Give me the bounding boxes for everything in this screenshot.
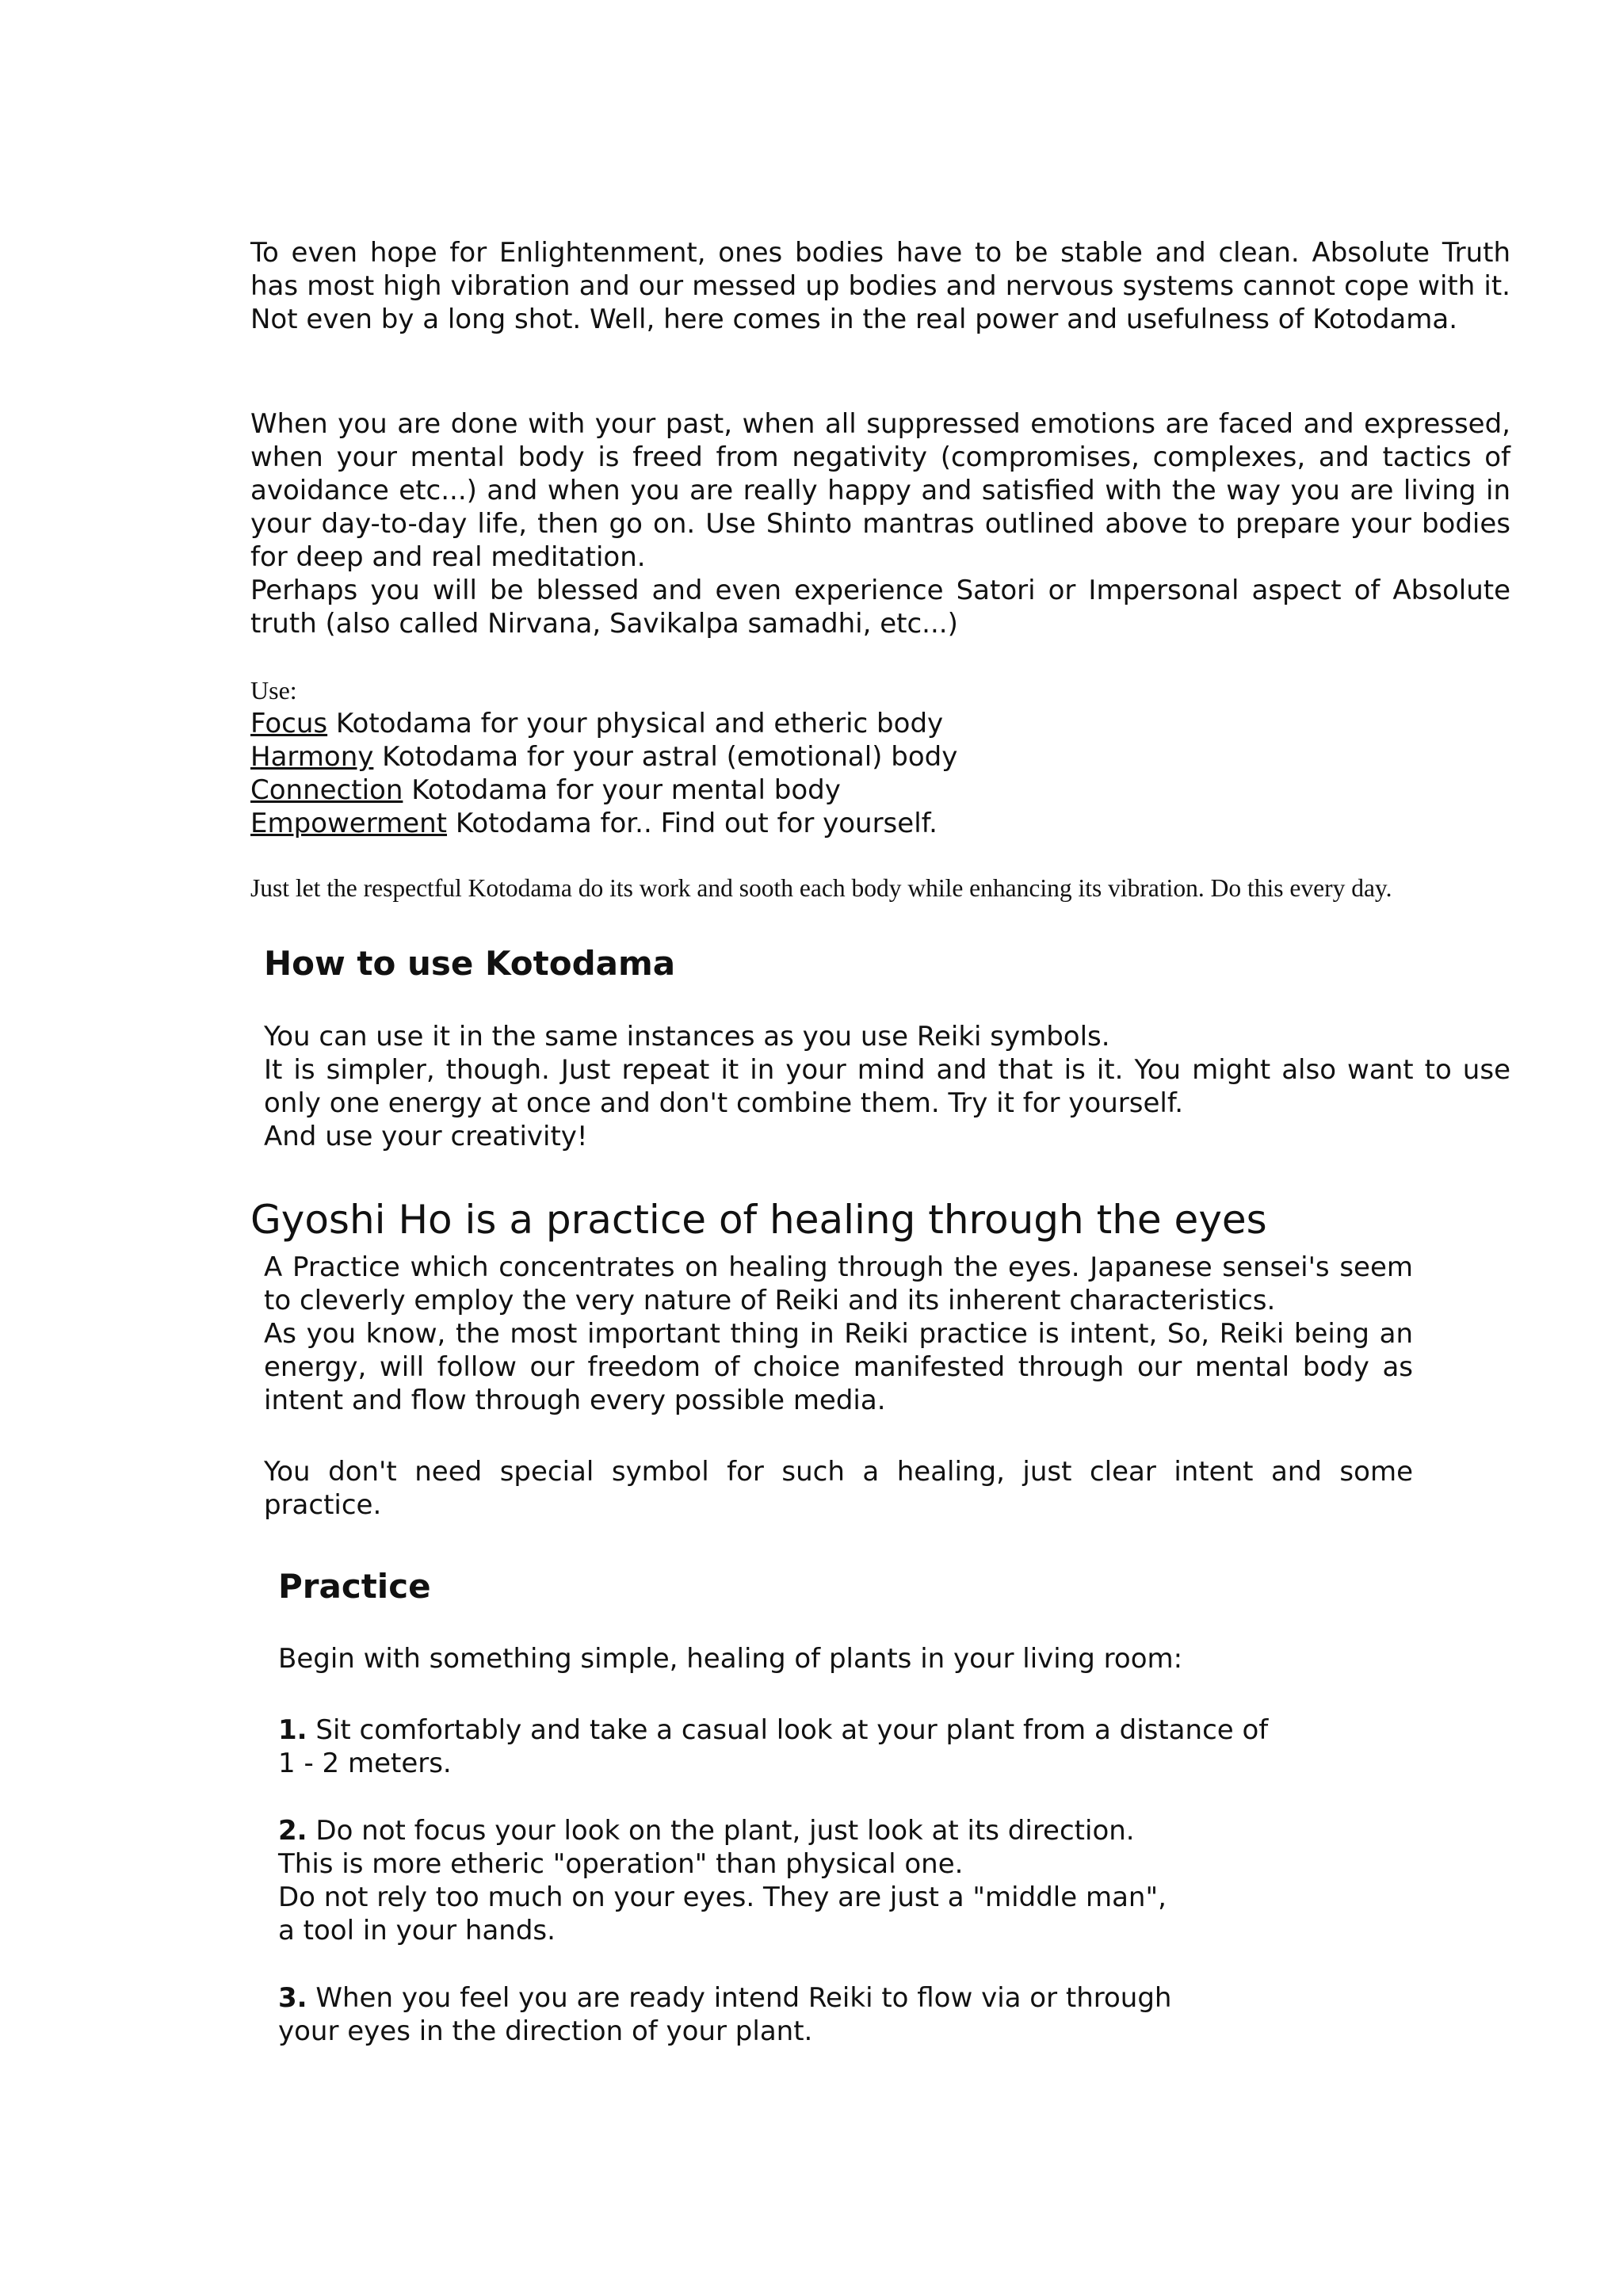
- step-number: 3.: [278, 1982, 307, 2014]
- step-text: This is more etheric "operation" than physical one.: [278, 1848, 964, 1880]
- intro-paragraph-2: When you are done with your past, when all suppressed emotions are faced and expressed, when your mental body is freed from negativity (compromises, complexes, and tactics of avoidance etc...) and when you are really happy and satisfied with the way you are living in your day-to-day life, then go on. Use Shinto mantras outlined above to prepare your bodies for deep and real meditation.: [250, 408, 1510, 573]
- use-term: Empowerment: [250, 808, 448, 839]
- use-label: Use:: [250, 676, 297, 705]
- step-text: a tool in your hands.: [278, 1915, 556, 1946]
- step-text: Sit comfortably and take a casual look at your plant from a distance of: [307, 1714, 1269, 1746]
- use-term: Connection: [250, 774, 403, 806]
- gyoshi-paragraph-2: As you know, the most important thing in Reiki practice is intent, So, Reiki being an energy, will follow our freedom of choice manifested through our mental body as intent and flow through every possible media.: [264, 1318, 1413, 1416]
- how-to-heading: How to use Kotodama: [264, 944, 676, 983]
- practice-step-2: [278, 1814, 1467, 1947]
- use-description: Kotodama for your mental body: [403, 774, 841, 806]
- use-description: Kotodama for your physical and etheric body: [327, 708, 944, 739]
- practice-step-3: [278, 1981, 1467, 2048]
- use-item-connection: [250, 774, 1510, 807]
- use-description: Kotodama for.. Find out for yourself.: [447, 808, 938, 839]
- gyoshi-paragraph-1: A Practice which concentrates on healing through the eyes. Japanese sensei's seem to cleverly employ the very nature of Reiki and its inherent characteristics.: [264, 1251, 1413, 1316]
- use-description: Kotodama for your astral (emotional) body: [373, 741, 958, 773]
- how-to-paragraph: It is simpler, though. Just repeat it in your mind and that is it. You might also want to use only one energy at once and don't combine them. Try it for yourself.: [264, 1054, 1510, 1119]
- intro-paragraph-3: Perhaps you will be blessed and even experience Satori or Impersonal aspect of Absolute truth (also called Nirvana, Savikalpa samadhi, etc...): [250, 575, 1510, 640]
- step-text: your eyes in the direction of your plant.: [278, 2015, 813, 2047]
- step-number: 1.: [278, 1714, 307, 1746]
- step-text: Do not rely too much on your eyes. They are just a "middle man",: [278, 1881, 1167, 1913]
- practice-intro: Begin with something simple, healing of plants in your living room:: [278, 1643, 1183, 1675]
- use-list: [250, 674, 1510, 840]
- use-item-focus: [250, 707, 1510, 740]
- practice-heading: Practice: [278, 1567, 431, 1606]
- practice-step-1: [278, 1713, 1467, 1780]
- use-item-harmony: [250, 740, 1510, 774]
- use-item-empowerment: [250, 807, 1510, 840]
- intro-paragraph-1: To even hope for Enlightenment, ones bodies have to be stable and clean. Absolute Truth has most high vibration and our messed up bodies and nervous systems cannot cope with it. Not even by a long shot. Well, here comes in the real power and usefulness of Kotodama.: [250, 237, 1510, 335]
- gyoshi-paragraph-3: You don't need special symbol for such a healing, just clear intent and some practice.: [264, 1456, 1413, 1521]
- step-text: When you feel you are ready intend Reiki to flow via or through: [307, 1982, 1172, 2014]
- how-to-line-1: You can use it in the same instances as you use Reiki symbols.: [264, 1021, 1110, 1052]
- step-text: Do not focus your look on the plant, just look at its direction.: [307, 1815, 1135, 1847]
- how-to-line-3: And use your creativity!: [264, 1121, 588, 1152]
- use-closing-sentence: Just let the respectful Kotodama do its work and sooth each body while enhancing its vibration. Do this every day.: [250, 874, 1392, 902]
- gyoshi-title: Gyoshi Ho is a practice of healing through the eyes: [250, 1197, 1267, 1243]
- use-term: Harmony: [250, 741, 374, 773]
- step-text: 1 - 2 meters.: [278, 1748, 452, 1779]
- step-number: 2.: [278, 1815, 307, 1847]
- use-term: Focus: [250, 708, 328, 739]
